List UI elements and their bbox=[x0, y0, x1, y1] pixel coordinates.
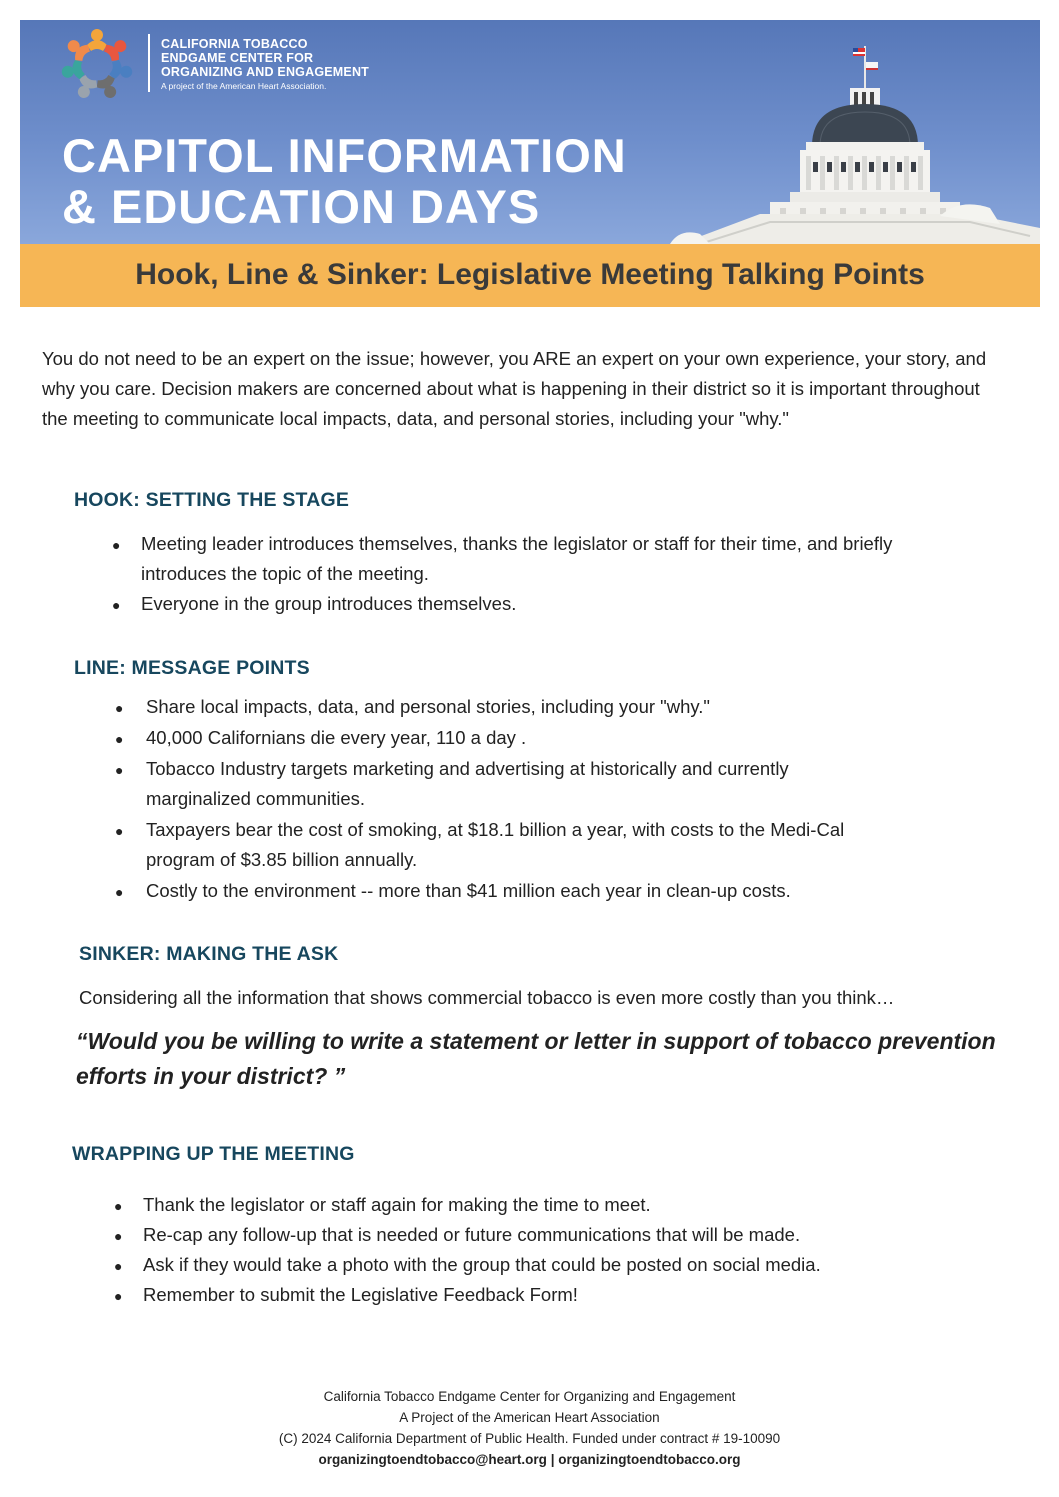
list-item: ● Tobacco Industry targets marketing and advertising at historically and currently marginalized communities. bbox=[115, 758, 789, 809]
list-item-text: Ask if they would take a photo with the group that could be posted on social media. bbox=[143, 1254, 821, 1275]
org-name bbox=[161, 37, 369, 79]
ask-lead-text: Considering all the information that shows commercial tobacco is even more costly than you think… bbox=[79, 987, 895, 1008]
people-circle-logo-icon bbox=[56, 26, 138, 104]
list-item-text: Taxpayers bear the cost of smoking, at $18.1 billion a year, with costs to the Medi-Cal program of $3.85 billion annually. bbox=[146, 819, 845, 870]
list-item: ● Share local impacts, data, and personal stories, including your "why." bbox=[115, 696, 710, 717]
footer-separator: | bbox=[550, 1452, 555, 1467]
hook-heading: HOOK: SETTING THE STAGE bbox=[74, 489, 350, 511]
list-item-text: Thank the legislator or staff again for making the time to meet. bbox=[143, 1194, 651, 1215]
wrap-list bbox=[114, 1190, 974, 1310]
subtitle-bar bbox=[20, 244, 1040, 307]
sinker-heading: SINKER: MAKING THE ASK bbox=[79, 943, 339, 965]
footer-org: California Tobacco Endgame Center for Organizing and Engagement bbox=[323, 1389, 736, 1404]
line-list bbox=[115, 692, 875, 907]
footer-contact bbox=[0, 1449, 1059, 1470]
title-line-1: CAPITOL INFORMATION bbox=[62, 129, 627, 182]
footer-website-link[interactable]: organizingtoendtobacco.org bbox=[558, 1452, 741, 1467]
footer-email-link[interactable]: organizingtoendtobacco@heart.org bbox=[318, 1452, 547, 1467]
org-subline: A project of the American Heart Association. bbox=[161, 81, 327, 91]
list-item: ● Costly to the environment -- more than $41 million each year in clean-up costs. bbox=[115, 880, 791, 901]
list-item: ● Re-cap any follow-up that is needed or future communications that will be made. bbox=[114, 1224, 801, 1245]
list-item: ● 40,000 Californians die every year, 110 a day . bbox=[115, 727, 527, 748]
list-item-text: Everyone in the group introduces themselves. bbox=[141, 593, 517, 614]
capitol-dome-image bbox=[640, 38, 1040, 244]
intro-paragraph: You do not need to be an expert on the issue; however, you ARE an expert on your own experience, your story, and why you care. Decision makers are concerned about what is happening in their district so it is important throughout the meeting to communicate local impacts, data, and personal stories, including your "why." bbox=[42, 348, 987, 429]
org-line-1: CALIFORNIA TOBACCO bbox=[161, 37, 308, 51]
list-item: ● Everyone in the group introduces themselves. bbox=[112, 593, 517, 614]
hook-list bbox=[112, 529, 972, 619]
list-item-text: Remember to submit the Legislative Feedback Form! bbox=[143, 1284, 578, 1305]
list-item: ● Thank the legislator or staff again for making the time to meet. bbox=[114, 1194, 651, 1215]
footer-copyright: (C) 2024 California Department of Public Health. Funded under contract # 19-10090 bbox=[278, 1431, 781, 1446]
ask-quote: “Would you be willing to write a statement or letter in support of tobacco prevention efforts in your district? ” bbox=[76, 1028, 996, 1089]
wrap-heading: WRAPPING UP THE MEETING bbox=[72, 1143, 355, 1165]
page-title bbox=[62, 130, 627, 232]
list-item: ● Remember to submit the Legislative Feedback Form! bbox=[114, 1284, 578, 1305]
list-item-text: Meeting leader introduces themselves, thanks the legislator or staff for their time, and briefly introduces the topic of the meeting. bbox=[141, 533, 893, 584]
list-item-text: Tobacco Industry targets marketing and advertising at historically and currently marginalized communities. bbox=[146, 758, 789, 809]
list-item-text: Re-cap any follow-up that is needed or future communications that will be made. bbox=[143, 1224, 801, 1245]
org-line-3: ORGANIZING AND ENGAGEMENT bbox=[161, 65, 370, 79]
list-item-text: Share local impacts, data, and personal stories, including your "why." bbox=[146, 696, 710, 717]
line-heading: LINE: MESSAGE POINTS bbox=[74, 657, 310, 679]
list-item: ● Meeting leader introduces themselves, thanks the legislator or staff for their time, and briefly introduces the topic of the meeting. bbox=[112, 533, 893, 584]
list-item-text: Costly to the environment -- more than $41 million each year in clean-up costs. bbox=[146, 880, 791, 901]
list-item: ● Ask if they would take a photo with the group that could be posted on social media. bbox=[114, 1254, 821, 1275]
list-item: ● Taxpayers bear the cost of smoking, at $18.1 billion a year, with costs to the Medi-Cal program of $3.85 billion annually. bbox=[115, 819, 845, 870]
header-banner bbox=[20, 20, 1040, 244]
org-line-2: ENDGAME CENTER FOR bbox=[161, 51, 314, 65]
page-subtitle: Hook, Line & Sinker: Legislative Meeting Talking Points bbox=[135, 258, 925, 291]
page-footer bbox=[0, 1386, 1059, 1470]
footer-project: A Project of the American Heart Association bbox=[399, 1410, 660, 1425]
list-item-text: 40,000 Californians die every year, 110 a day . bbox=[146, 727, 527, 748]
title-line-2: & EDUCATION DAYS bbox=[62, 180, 541, 233]
logo-divider bbox=[148, 34, 150, 92]
